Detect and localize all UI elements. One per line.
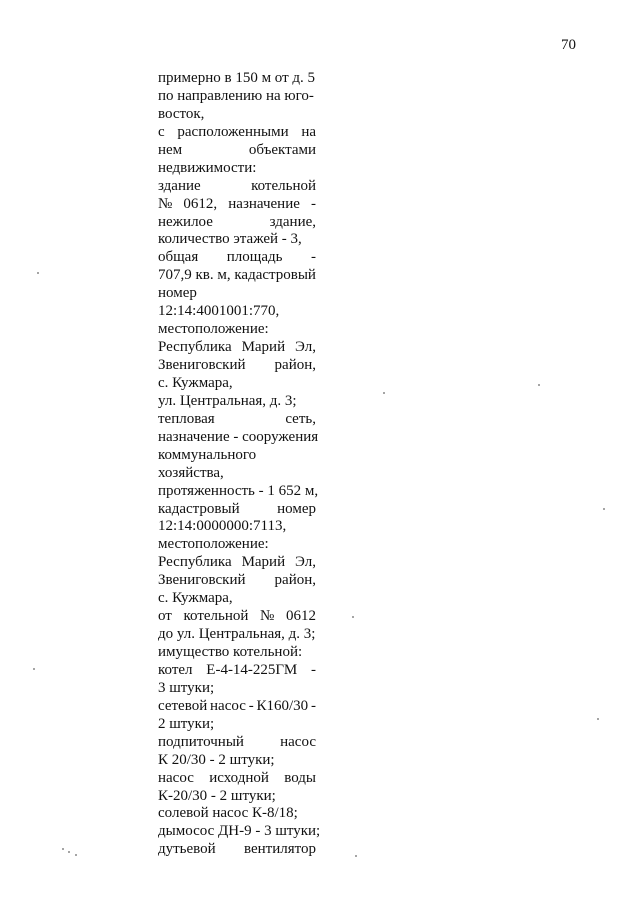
text-word: здание xyxy=(158,177,201,194)
text-word: 0612 xyxy=(285,608,316,625)
text-line: 12:14:4001001:770, xyxy=(158,303,280,320)
text-word: Эл, xyxy=(295,554,316,571)
text-word: тепловая xyxy=(158,410,215,427)
text-word: № xyxy=(158,195,173,212)
text-word: Марий xyxy=(241,554,286,571)
text-line: дымосос ДН-9 - 3 штуки; xyxy=(158,823,321,840)
scan-speck xyxy=(538,384,540,386)
text-line: коммунального xyxy=(158,446,257,463)
text-word: подпиточный xyxy=(158,733,244,750)
text-word: на xyxy=(301,123,316,140)
text-line: 3 штуки; xyxy=(158,679,215,696)
text-word: с xyxy=(158,123,165,140)
text-line: местоположение: xyxy=(158,536,269,553)
text-line xyxy=(158,411,316,429)
text-word: Звениговский xyxy=(158,572,246,589)
text-word: район, xyxy=(274,357,316,373)
text-word: К160/30 xyxy=(256,697,309,714)
text-line: 2 штуки; xyxy=(158,715,215,732)
text-word: 0612, xyxy=(183,195,218,212)
text-word: нем xyxy=(158,141,183,158)
text-word: площадь xyxy=(226,249,283,266)
text-word: Республика xyxy=(158,554,232,571)
text-word: объектами xyxy=(248,141,316,158)
scan-speck xyxy=(383,392,385,394)
text-word: № xyxy=(260,608,275,625)
page-number: 70 xyxy=(561,37,576,53)
text-word: Е-4-14-225ГМ xyxy=(206,661,298,678)
text-line: с. Кужмара, xyxy=(158,590,233,607)
text-line: номер xyxy=(158,285,197,302)
scan-speck xyxy=(33,668,35,670)
text-line: до ул. Центральная, д. 3; xyxy=(158,626,316,643)
text-line: хозяйства, xyxy=(158,464,224,481)
text-line: 12:14:0000000:7113, xyxy=(158,518,287,535)
text-line xyxy=(158,249,316,267)
text-word: вентилятор xyxy=(243,841,316,858)
text-line: с. Кужмара, xyxy=(158,374,233,391)
scan-speck xyxy=(352,616,354,618)
text-word: назначение xyxy=(228,195,300,212)
text-word: расположенными xyxy=(177,123,289,140)
text-line xyxy=(158,124,316,142)
text-line: протяженность - 1 652 м, xyxy=(158,482,319,499)
scan-speck xyxy=(62,848,64,850)
text-word: насос xyxy=(158,769,194,786)
scan-speck xyxy=(597,718,599,720)
text-word: Эл, xyxy=(295,339,316,356)
scan-speck xyxy=(603,508,605,510)
text-word: Марий xyxy=(241,339,286,356)
text-word: от xyxy=(158,608,172,625)
text-word: Звениговский xyxy=(158,357,246,373)
text-word: кадастровый xyxy=(158,500,240,517)
text-word: - xyxy=(248,697,254,714)
text-word: котельной xyxy=(183,608,249,625)
text-line: местоположение: xyxy=(158,321,269,338)
text-word: воды xyxy=(284,769,316,786)
text-line: солевой насос К-8/18; xyxy=(158,805,298,822)
text-line: 707,9 кв. м, кадастровый xyxy=(158,267,316,284)
text-word: насос xyxy=(210,697,246,714)
text-word: котельной xyxy=(251,177,316,194)
text-line xyxy=(158,572,316,590)
text-word: Республика xyxy=(158,339,232,356)
scan-speck xyxy=(68,851,70,853)
text-line xyxy=(158,501,316,519)
text-word: общая xyxy=(158,249,199,266)
text-line xyxy=(158,770,316,788)
text-word: - xyxy=(311,661,316,678)
text-word: район, xyxy=(274,572,316,589)
text-line xyxy=(158,662,316,680)
text-word: сетевой xyxy=(158,697,208,714)
text-line xyxy=(158,142,316,160)
text-column xyxy=(158,70,321,859)
text-line xyxy=(158,698,316,716)
text-word: насос xyxy=(280,733,316,750)
text-line xyxy=(158,214,316,232)
scan-speck xyxy=(355,855,357,857)
scan-speck xyxy=(75,854,77,856)
text-line xyxy=(158,196,316,214)
text-word: дутьевой xyxy=(158,841,216,858)
text-line xyxy=(158,608,316,626)
text-line: количество этажей - 3, xyxy=(158,231,302,248)
text-word: - xyxy=(310,249,316,266)
text-line xyxy=(158,554,316,572)
text-line: назначение - сооружения xyxy=(158,428,319,445)
scan-speck xyxy=(37,272,39,274)
text-line: недвижимости: xyxy=(158,159,257,176)
text-word: номер xyxy=(277,500,316,517)
text-line xyxy=(158,178,316,196)
text-word: котел xyxy=(158,661,193,678)
text-line: примерно в 150 м от д. 5 xyxy=(158,70,316,86)
text-line: по направлению на юго- xyxy=(158,87,314,104)
text-word: исходной xyxy=(209,769,269,786)
text-line xyxy=(158,841,316,859)
text-line: К-20/30 - 2 штуки; xyxy=(158,787,276,804)
text-word: - xyxy=(311,195,316,212)
text-line xyxy=(158,734,316,752)
text-line: имущество котельной: xyxy=(158,644,303,660)
text-line: ул. Центральная, д. 3; xyxy=(158,392,297,409)
text-word: сеть, xyxy=(285,410,316,427)
text-word: нежилое xyxy=(158,213,213,230)
text-word: - xyxy=(310,697,316,714)
text-line xyxy=(158,339,316,357)
text-line: К 20/30 - 2 штуки; xyxy=(158,751,275,768)
text-line xyxy=(158,357,316,375)
text-line: восток, xyxy=(158,105,205,122)
text-word: здание, xyxy=(269,213,316,230)
